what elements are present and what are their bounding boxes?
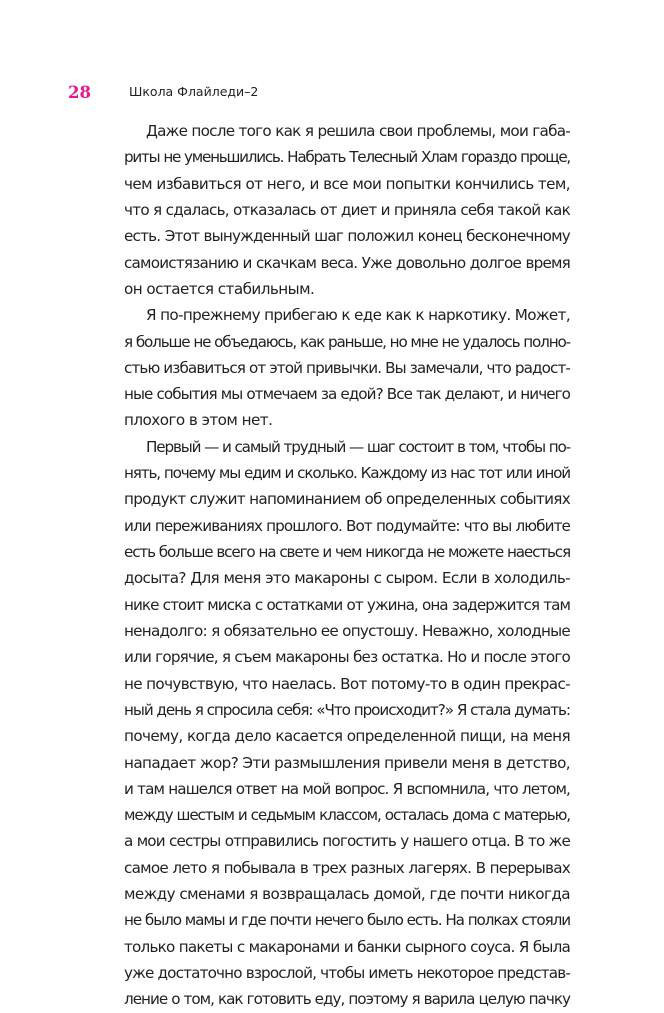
text-line: есть. Этот вынужденный шаг положил конец бесконечному: [124, 227, 570, 246]
text-line: Я по-прежнему прибегаю к еде как к наркотику. Может,: [146, 306, 570, 325]
text-line: есть больше всего на свете и чем никогда не можете наесться: [124, 543, 570, 561]
text-line: продукт служит напоминанием об определенных событиях: [124, 490, 570, 509]
text-line: нять, почему мы едим и сколько. Каждому из нас тот или иной: [124, 464, 570, 483]
text-line: между шестым и седьмым классом, осталась дома с матерью,: [124, 806, 570, 825]
text-line: самоистязанию и скачкам веса. Уже довольно долгое время: [124, 253, 570, 272]
running-title: Школа Флайледи–2: [129, 84, 259, 99]
text-line: самое лето я побывала в трех разных лагерях. В перерывах: [124, 858, 570, 877]
text-line: Даже после того как я решила свои проблемы, мои габа-: [146, 122, 570, 140]
text-line: а мои сестры отправились погостить у нашего отца. В то же: [124, 832, 570, 851]
text-line: ненадолго: я обязательно ее опустошу. Неважно, холодные: [124, 621, 570, 640]
text-line: нападает жор? Эти размышления привели меня в детство,: [124, 753, 570, 772]
text-line: почему, когда дело касается определенной пищи, на меня: [124, 727, 570, 746]
text-line: только пакеты с макаронами и банки сырного соуса. Я была: [124, 937, 570, 956]
text-line: Первый — и самый трудный — шаг состоит в том, чтобы по-: [146, 437, 570, 456]
page-number: 28: [68, 83, 91, 102]
text-line: и там нашелся ответ на мой вопрос. Я вспомнила, что летом,: [124, 779, 570, 798]
text-line: ление о том, как готовить еду, поэтому я варила целую пачку: [124, 990, 570, 1009]
text-line: не почувствую, что наелась. Вот потому-то в один прекрас-: [124, 674, 570, 693]
text-line: между сменами я возвращалась домой, где почти никогда: [124, 885, 570, 904]
text-line: что я сдалась, отказалась от диет и приняла себя такой как: [124, 200, 570, 219]
text-line: нике стоит миска с остатками от ужина, она задержится там: [124, 595, 570, 614]
text-line: плохого в этом нет.: [124, 411, 273, 430]
text-line: он остается стабильным.: [124, 279, 315, 298]
text-line: или горячие, я съем макароны без остатка. Но и после этого: [124, 648, 570, 667]
text-line: досыта? Для меня это макароны с сыром. Если в холодиль-: [124, 569, 570, 588]
text-line: риты не уменьшились. Набрать Телесный Хлам гораздо проще,: [124, 148, 570, 167]
text-line: не было мамы и где почти нечего было есть. На полках стояли: [124, 911, 570, 930]
body-text: [124, 118, 570, 1013]
text-line: уже достаточно взрослой, чтобы иметь некоторое представ-: [124, 964, 570, 982]
text-line: я больше не объедаюсь, как раньше, но мне не удалось полно-: [124, 332, 570, 351]
text-line: ные события мы отмечаем за едой? Все так делают, и ничего: [124, 385, 570, 404]
text-line: ный день я спросила себя: «Что происходит?» Я стала думать:: [124, 700, 570, 719]
text-line: или переживаниях прошлого. Вот подумайте: что вы любите: [124, 516, 570, 535]
text-line: стью избавиться от этой привычки. Вы замечали, что радост-: [124, 358, 570, 377]
text-line: чем избавиться от него, и все мои попытки кончились тем,: [124, 174, 570, 193]
